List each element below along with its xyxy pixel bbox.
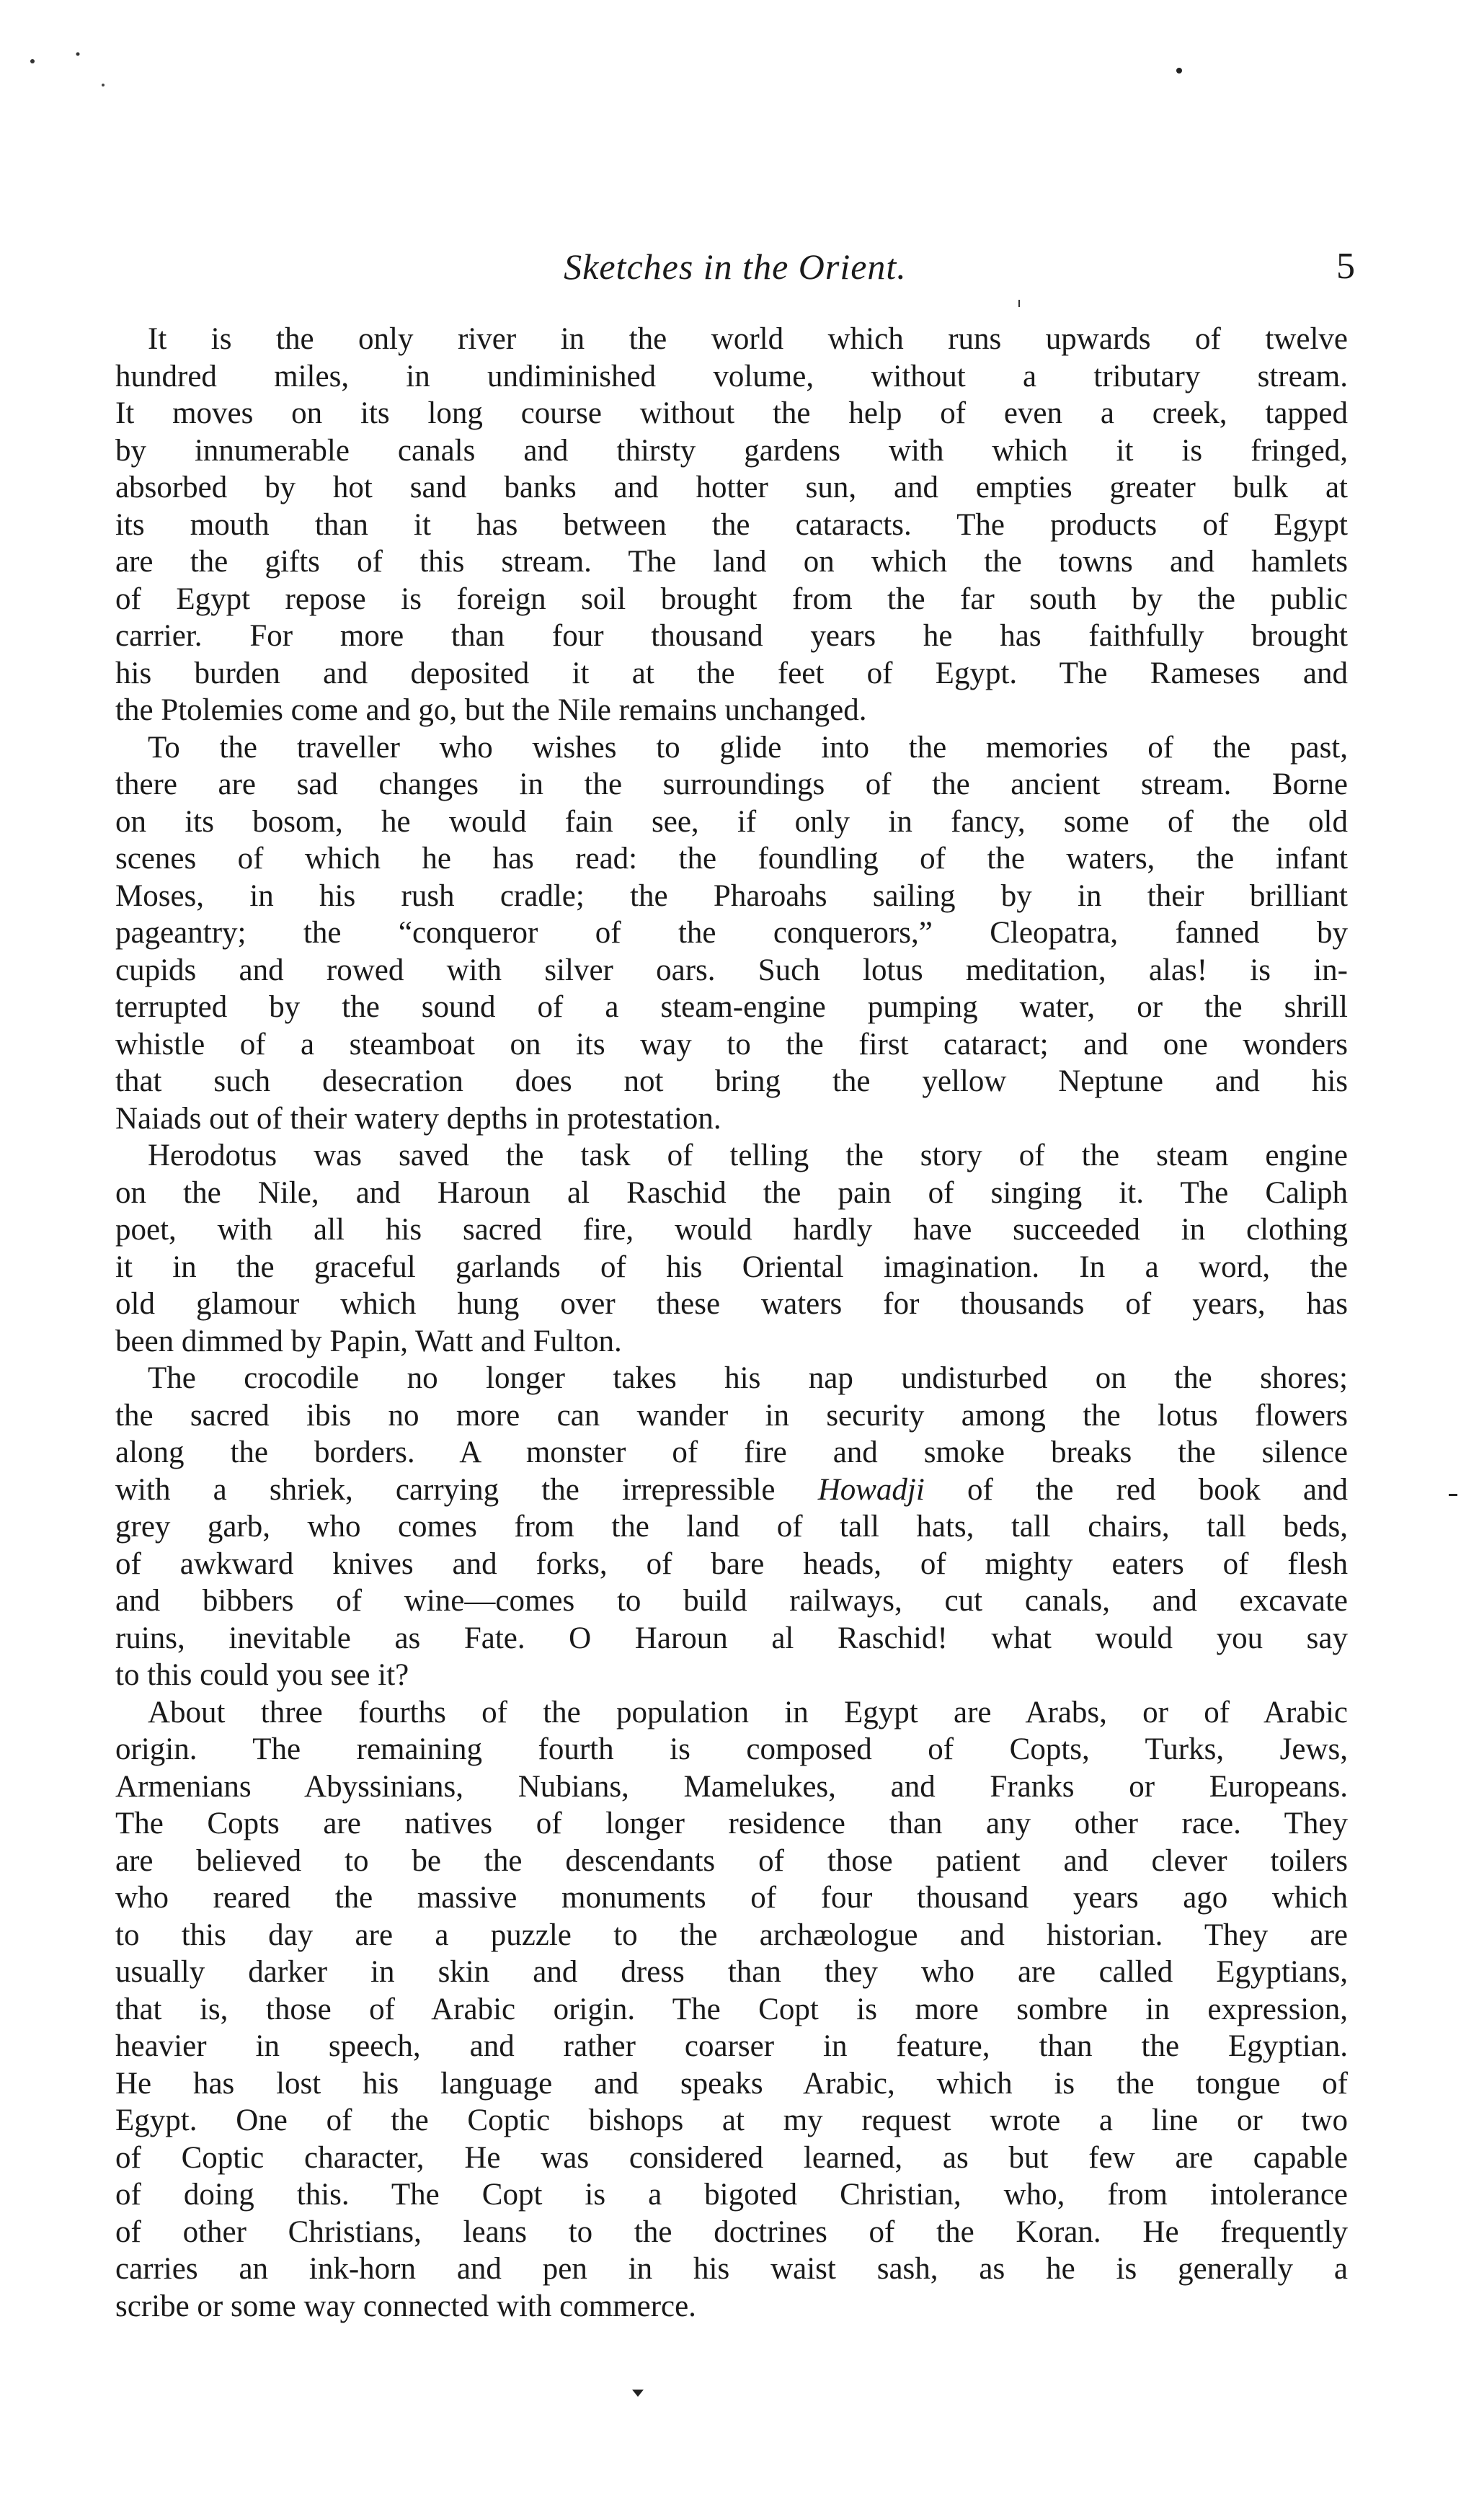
page-number: 5 <box>1336 246 1355 287</box>
text-line: Herodotus was saved the task of telling the story of the steam engine <box>148 1139 1348 1172</box>
text-line: and bibbers of wine—comes to build railways, cut canals, and excavate <box>115 1584 1348 1618</box>
text-line: are believed to be the descendants of those patient and clever toilers <box>115 1843 1348 1878</box>
text-line: cupids and rowed with silver oars. Such lotus meditation, alas! is in- <box>115 953 1348 987</box>
text-line: heavier in speech, and rather coarser in feature, than the Egyptian. <box>115 2029 1348 2063</box>
text-line: The Copts are natives of longer residence than any other race. They <box>115 1807 1348 1840</box>
text-line: Egypt. One of the Coptic bishops at my request wrote a line or two <box>115 2103 1348 2137</box>
text-line: terrupted by the sound of a steam-engine pumping water, or the shrill <box>115 990 1348 1024</box>
paragraph-population <box>115 1694 1348 2325</box>
text-line: his burden and deposited it at the feet of Egypt. The Rameses and <box>115 656 1348 690</box>
text-line: along the borders. A monster of fire and smoke breaks the silence <box>115 1435 1348 1469</box>
text-line: poet, with all his sacred fire, would hardly have succeeded in clothing <box>115 1213 1348 1247</box>
text-line: carries an ink-horn and pen in his waist sash, as he is generally a <box>115 2252 1348 2286</box>
body-text <box>115 321 1348 2325</box>
text-line: absorbed by hot sand banks and hotter sun, and empties greater bulk at <box>115 471 1348 504</box>
text-line: to this day are a puzzle to the archæologue and historian. They are <box>115 1918 1348 1952</box>
text-line: there are sad changes in the surroundings of the ancient stream. Borne <box>115 767 1348 801</box>
text-line: pageantry; the “conqueror of the conquerors,” Cleopatra, fanned by <box>115 916 1348 950</box>
paragraph-nile-river <box>115 321 1348 729</box>
paragraph-crocodile <box>115 1360 1348 1694</box>
text-line: It moves on its long course without the help of even a creek, tapped <box>115 396 1348 430</box>
text-line: Armenians Abyssinians, Nubians, Mamelukes, and Franks or Europeans. <box>115 1769 1348 1804</box>
running-head <box>115 238 1355 295</box>
text-line: of other Christians, leans to the doctrines of the Koran. He frequently <box>115 2214 1348 2249</box>
running-title: Sketches in the Orient. <box>564 246 907 287</box>
text-line: ruins, inevitable as Fate. O Haroun al Raschid! what would you say <box>115 1621 1348 1655</box>
paragraph-traveller <box>115 729 1348 1138</box>
text-line: About three fourths of the population in Egypt are Arabs, or of Arabic <box>148 1695 1348 1729</box>
text-segment: with a shriek, carrying the irrepressible <box>115 1472 818 1507</box>
text-line: It is the only river in the world which runs upwards of twelve <box>148 322 1348 356</box>
text-line: who reared the massive monuments of four thousand years ago which <box>115 1881 1348 1915</box>
text-line: on the Nile, and Haroun al Raschid the pain of singing it. The Caliph <box>115 1175 1348 1210</box>
text-line: old glamour which hung over these waters for thousands of years, has <box>115 1287 1348 1321</box>
text-line: of Coptic character, He was considered learned, as but few are capable <box>115 2140 1348 2175</box>
text-line: it in the graceful garlands of his Oriental imagination. In a word, the <box>115 1250 1348 1284</box>
text-line: that such desecration does not bring the yellow Neptune and his <box>115 1064 1348 1098</box>
paragraph-herodotus <box>115 1137 1348 1360</box>
text-line: to this could you see it? <box>115 1658 409 1692</box>
text-line: carrier. For more than four thousand years he has faithfully brought <box>115 619 1348 653</box>
text-line: To the traveller who wishes to glide into the memories of the past, <box>148 730 1348 765</box>
text-line: scribe or some way connected with commerce. <box>115 2289 696 2323</box>
text-line: He has lost his language and speaks Arabic, which is the tongue of <box>115 2066 1348 2101</box>
text-line: by innumerable canals and thirsty gardens with which it is fringed, <box>115 433 1348 468</box>
italic-word: Howadji <box>817 1472 925 1507</box>
text-line: usually darker in skin and dress than they who are called Egyptians, <box>115 1955 1348 1989</box>
text-line: its mouth than it has between the cataracts. The products of Egypt <box>115 507 1348 542</box>
text-line: the sacred ibis no more can wander in security among the lotus flowers <box>115 1398 1348 1433</box>
text-line: scenes of which he has read: the foundling of the waters, the infant <box>115 842 1348 876</box>
text-line: that is, those of Arabic origin. The Copt is more sombre in expression, <box>115 1992 1348 2026</box>
text-line: Naiads out of their watery depths in protestation. <box>115 1101 721 1136</box>
text-line: grey garb, who comes from the land of tall hats, tall chairs, tall beds, <box>115 1510 1348 1544</box>
text-line: are the gifts of this stream. The land on which the towns and hamlets <box>115 545 1348 579</box>
text-line: hundred miles, in undiminished volume, without a tributary stream. <box>115 359 1348 393</box>
text-line: origin. The remaining fourth is composed of Copts, Turks, Jews, <box>115 1732 1348 1766</box>
text-line: whistle of a steamboat on its way to the first cataract; and one wonders <box>115 1027 1348 1061</box>
text-line: the Ptolemies come and go, but the Nile remains unchanged. <box>115 693 867 727</box>
text-line: of awkward knives and forks, of bare heads, of mighty eaters of flesh <box>115 1546 1348 1581</box>
text-line: Moses, in his rush cradle; the Pharoahs sailing by in their brilliant <box>115 878 1348 913</box>
text-line: The crocodile no longer takes his nap undisturbed on the shores; <box>148 1361 1348 1395</box>
text-segment: of the red book and <box>924 1472 1348 1507</box>
text-line: on its bosom, he would fain see, if only in fancy, some of the old <box>115 804 1348 839</box>
text-line: been dimmed by Papin, Watt and Fulton. <box>115 1324 622 1358</box>
text-line: of doing this. The Copt is a bigoted Christian, who, from intolerance <box>115 2178 1348 2212</box>
text-line-with-italic <box>115 1472 1348 1509</box>
text-line: of Egypt repose is foreign soil brought from the far south by the public <box>115 582 1348 616</box>
